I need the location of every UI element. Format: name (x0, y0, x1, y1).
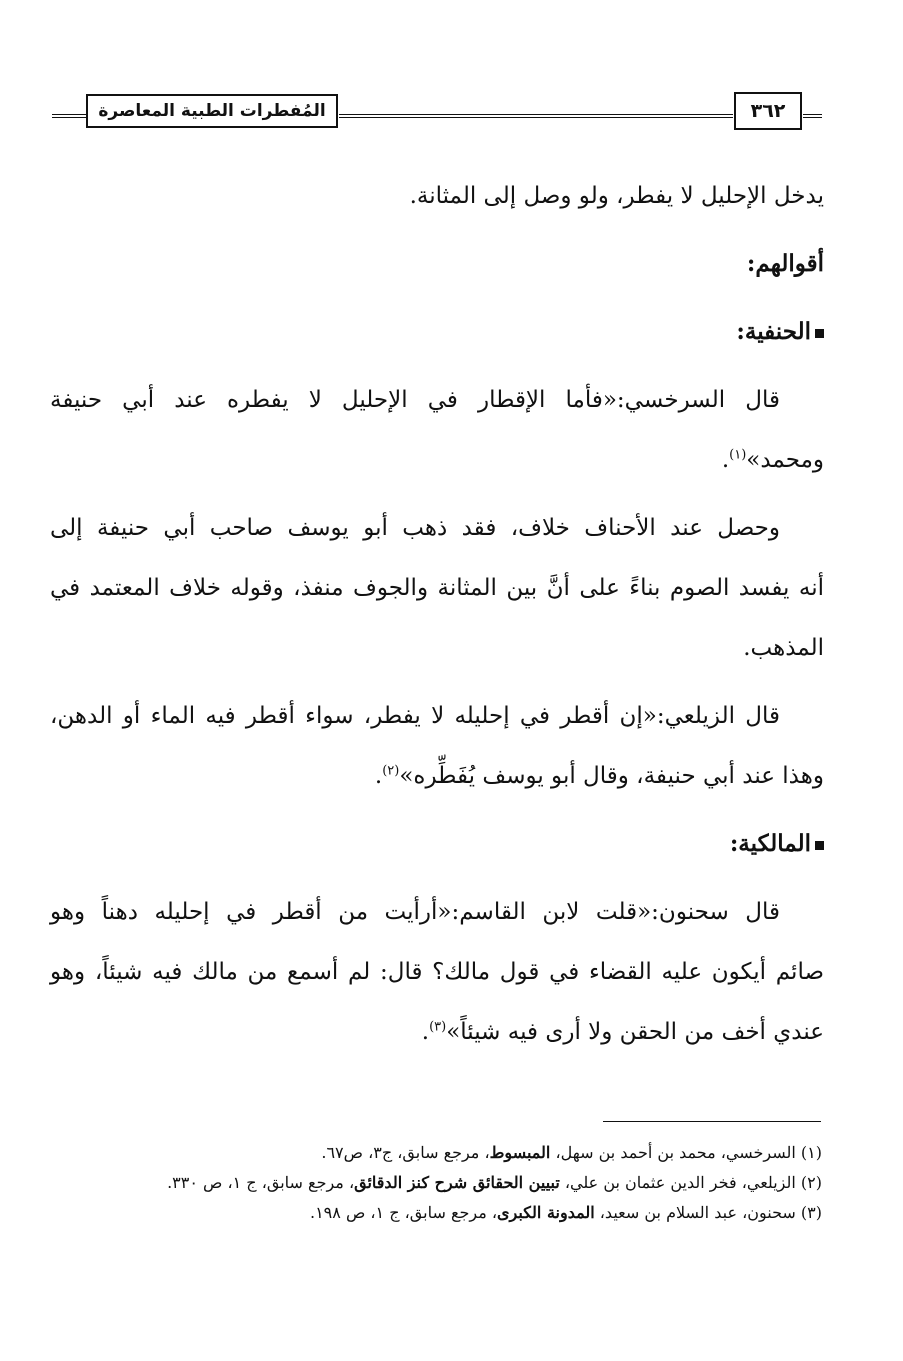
quote-text: وهذا عند أبي حنيفة، وقال أبو يوسف يُفَطِّره» (399, 763, 824, 789)
page-number: ٣٦٢ (734, 92, 802, 130)
footnote-author: الزيلعي، فخر الدين عثمان بن علي، (559, 1173, 801, 1192)
footnote (50, 1138, 822, 1168)
paragraph-ahnaf-line: المذهب. (743, 635, 824, 661)
section-heading-hanafiyya (50, 302, 824, 362)
header-rule-right (803, 114, 822, 118)
period: . (421, 1019, 430, 1045)
footnote-work-title: المبسوط (489, 1143, 551, 1162)
heading-label: الحنفية: (736, 318, 811, 345)
running-header (52, 88, 822, 132)
square-bullet-icon (815, 329, 824, 338)
quote-sarakhsi-line (50, 430, 824, 490)
quote-zaylai-line (50, 746, 824, 806)
footnote-number: (٣) (800, 1203, 822, 1222)
paragraph-ahnaf-line: أنه يفسد الصوم بناءً على أنَّ بين المثانة والجوف منفذ، وقوله خلاف المعتمد في (50, 575, 824, 601)
footnote-citation: ، مرجع سابق، ج٣، ص٦٧. (321, 1143, 490, 1162)
footnote-author: سحنون، عبد السلام بن سعيد، (594, 1203, 801, 1222)
quote-sahnun-line: قال سحنون:«قلت لابن القاسم:«أرأيت من أقطر في إحليله دهناً وهو (50, 899, 780, 925)
footnote-separator (603, 1121, 821, 1122)
footnote (50, 1198, 822, 1228)
heading-label: المالكية: (729, 830, 811, 857)
footnote-ref: (٢) (382, 763, 400, 779)
quote-text: عندي أخف من الحقن ولا أرى فيه شيئاً» (446, 1019, 824, 1045)
main-text (50, 166, 824, 1062)
section-heading-aqwal: أقوالهم: (746, 250, 824, 277)
footnote (50, 1168, 822, 1198)
footnote-work-title: المدونة الكبرى (497, 1203, 595, 1222)
period: . (721, 447, 730, 473)
footnote-ref: (١) (729, 447, 747, 463)
footnote-number: (١) (800, 1143, 822, 1162)
footnote-citation: ، مرجع سابق، ج ١، ص ١٩٨. (309, 1203, 498, 1222)
footnote-citation: ، مرجع سابق، ج ١، ص ٣٣٠. (167, 1173, 355, 1192)
text-line: يدخل الإحليل لا يفطر، ولو وصل إلى المثانة. (409, 183, 824, 209)
paragraph-ahnaf-line: وحصل عند الأحناف خلاف، فقد ذهب أبو يوسف صاحب أبي حنيفة إلى (50, 515, 780, 541)
footnotes (50, 1138, 822, 1228)
quote-sahnun-line: صائم أيكون عليه القضاء في قول مالك؟ قال: لم أسمع من مالك فيه شيئاً، وهو (50, 959, 824, 985)
quote-sarakhsi-line: قال السرخسي:«فأما الإقطار في الإحليل لا يفطره عند أبي حنيفة (50, 387, 780, 413)
quote-text: ومحمد» (746, 447, 824, 473)
header-rule-middle (339, 114, 733, 118)
section-heading-malikiyya (50, 814, 824, 874)
book-title: المُفطرات الطبية المعاصرة (86, 94, 338, 128)
quote-sahnun-line (50, 1002, 824, 1062)
footnote-work-title: تبيين الحقائق شرح كنز الدقائق (354, 1173, 560, 1192)
square-bullet-icon (815, 841, 824, 850)
period: . (374, 763, 383, 789)
footnote-number: (٢) (800, 1173, 822, 1192)
footnote-ref: (٣) (429, 1019, 447, 1035)
quote-zaylai-line: قال الزيلعي:«إن أقطر في إحليله لا يفطر، سواء أقطر فيه الماء أو الدهن، (50, 703, 780, 729)
footnote-author: السرخسي، محمد بن أحمد بن سهل، (550, 1143, 801, 1162)
header-rule-left (52, 114, 88, 118)
